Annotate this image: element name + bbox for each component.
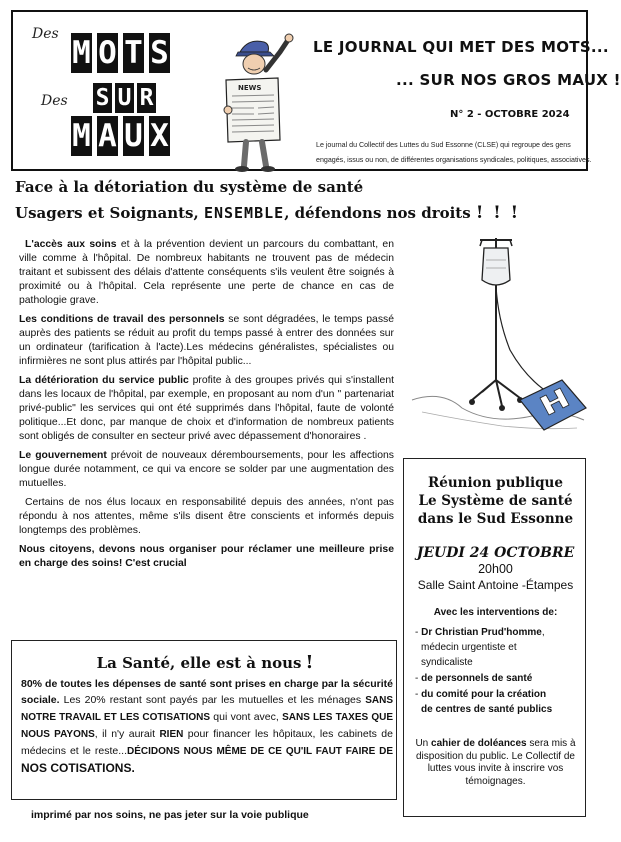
title-letter: M [72, 35, 91, 71]
title-letter: T [124, 35, 143, 71]
paragraph-text: profite à des groupes privés qui s'installent dans les locaux de l'hôpital, par exemple, en proposant au nom d'un " partenariat privé-public" les services qui ont été supprimés dans l'hôpital, faute de volonté politique...Et donc, par manque de choix et d'information de nombreux patients sont obligés de consulter en secteur privé avec dépassement d'honoraires . [19, 375, 394, 442]
health-box-title-bang: ! [305, 652, 314, 673]
speaker-role: médecin urgentiste et [421, 642, 517, 653]
public-meeting-box [403, 458, 586, 817]
headline-exclamation: ! ! ! [475, 203, 521, 223]
headline-part: Usagers et Soignants, [15, 204, 199, 222]
text-caps: DÉCIDONS NOUS MÊME DE CE QU'IL FAUT FAIRE DE [127, 746, 394, 757]
speaker-list [415, 625, 583, 718]
title-letter: S [93, 83, 112, 113]
speaker-name: de centres de santé publics [421, 704, 553, 715]
paragraph-lead: Le gouvernement [19, 450, 107, 461]
text-big-caps: NOS COTISATIONS. [21, 761, 135, 775]
text-caps: SANS NOTRE TRAVAIL ET LES COTISATIONS [21, 695, 393, 723]
iv-drip-hospital-illustration [402, 230, 587, 435]
health-box-text [21, 676, 393, 777]
article-paragraph [19, 238, 394, 308]
speaker-item: - du comité pour la création de centres de santé publics [415, 687, 583, 717]
collective-intro: Le journal du Collectif des Luttes du Sud Essonne (CLSE) qui regroupe des gens engagés, issus ou non, de différentes organisations syndicales, politiques, associatives. [316, 141, 592, 164]
health-box-title [12, 652, 398, 673]
newspaper-reader-illustration [218, 30, 300, 174]
speaker-role: syndicaliste [421, 657, 473, 668]
speaker-item: - Dr Christian Prud'homme, médecin urgentiste et syndicaliste [415, 625, 583, 670]
health-box [11, 640, 397, 800]
paragraph-text: prévoit de nouveaux déremboursements, pour les affections longue durée notamment, ce qui va encore se solder par une augmentation des mutuelles. [19, 450, 394, 489]
article-paragraph [19, 374, 394, 444]
masthead [11, 10, 621, 171]
title-letter: X [150, 118, 169, 154]
note-text: Un [415, 738, 432, 749]
title-letter: U [124, 118, 143, 154]
doleances-note [412, 738, 579, 788]
speaker-name: de personnels de santé [421, 673, 533, 684]
text-caps: RIEN [159, 729, 184, 740]
note-text: sera mis à disposition du public. Le Collectif de luttes vous invite à inscrire vos témoignages. [416, 738, 576, 787]
meeting-title: Réunion publique [428, 475, 563, 491]
title-letter: S [150, 35, 169, 71]
speaker-name: Dr Christian Prud'homme [421, 627, 542, 638]
meeting-subtitle: Le Système de santé [418, 493, 573, 509]
meeting-place: Salle Saint Antoine -Étampes [417, 578, 574, 592]
main-article [19, 238, 394, 576]
paragraph-text: se sont dégradées, le temps passé auprès des patients se réduit au profit du temps passé à entrer des données sur un ordinateur (tarification à l'acte).Les médecins généralistes, spécialistes ou infirmières ne sont plus attirés par l'hôpital public... [19, 314, 394, 367]
masthead-des-bottom: Des [41, 93, 68, 109]
article-closing: Nous citoyens, devons nous organiser pour réclamer une meilleure prise en charge des soins! C'est crucial [19, 544, 394, 569]
tagline-line-2: ... SUR NOS GROS MAUX ! [396, 71, 621, 89]
title-letter: U [115, 83, 134, 113]
note-emphasis: cahier de doléances [431, 738, 527, 749]
text-plain: pour financer les hôpitaux, les cabinets de médecins et le reste... [21, 728, 393, 757]
meeting-date: JEUDI 24 OCTOBRE [416, 545, 575, 561]
article-paragraph [19, 449, 394, 491]
speaker-name: du comité pour la création [421, 689, 547, 700]
meeting-subtitle: dans le Sud Essonne [417, 511, 574, 527]
headline-part: , défendons nos droits [284, 204, 471, 222]
text-caps: SANS LES TAXES QUE NOUS PAYONS [21, 712, 393, 740]
paragraph-lead: Les conditions de travail des personnels [19, 314, 225, 325]
text-plain: qui vont avec, [210, 711, 283, 723]
newspaper-label: NEWS [238, 84, 262, 92]
health-box-title-text: La Santé, elle est à nous [96, 654, 302, 672]
article-paragraph [19, 313, 394, 369]
title-letter: O [98, 35, 117, 71]
tagline-line-1: LE JOURNAL QUI MET DES MOTS... [313, 38, 609, 56]
paragraph-text: et à la prévention devient un parcours du combattant, en ville comme à l'hôpital. De nombreux habitants ne trouvent pas de médecin traitant et subissent des délais d'attente conséquents s'ils veulent être soignés à proximité ou à l'hôpital. Cela représente une perte de chance en cas de pathologie grave. [19, 239, 394, 306]
text-bold: 80% de toutes les dépenses de santé sont prises en charge par la sécurité sociale. [21, 678, 393, 706]
footer-note: imprimé par nos soins, ne pas jeter sur la voie publique [31, 809, 309, 821]
headline-line-1: Face à la détoriation du système de santé [15, 178, 364, 196]
headline-ensemble: ENSEMBLE [203, 204, 285, 222]
meeting-time: 20h00 [478, 562, 513, 576]
text-plain: , il n'y aurait [94, 728, 160, 740]
paragraph-lead: La détérioration du service public [19, 375, 189, 386]
article-paragraph: Certains de nos élus locaux en responsabilité depuis des années, n'ont pas répondu à nos attentes, même s'ils disent être conscients et informés depuis longtemps des problèmes. [19, 497, 394, 536]
text-plain: Les 20% restant sont payés par les mutuelles et les ménages [59, 694, 366, 706]
speaker-item: - de personnels de santé [415, 673, 533, 684]
paragraph-lead: L'accès aux soins [25, 239, 117, 250]
issue-number: N° 2 - OCTOBRE 2024 [450, 109, 570, 120]
title-letter: R [137, 83, 156, 113]
title-letter: M [72, 118, 91, 154]
title-letter: A [98, 118, 117, 154]
masthead-des-top: Des [32, 26, 59, 42]
headline-line-2 [15, 203, 520, 223]
interventions-title: Avec les interventions de: [433, 607, 558, 618]
